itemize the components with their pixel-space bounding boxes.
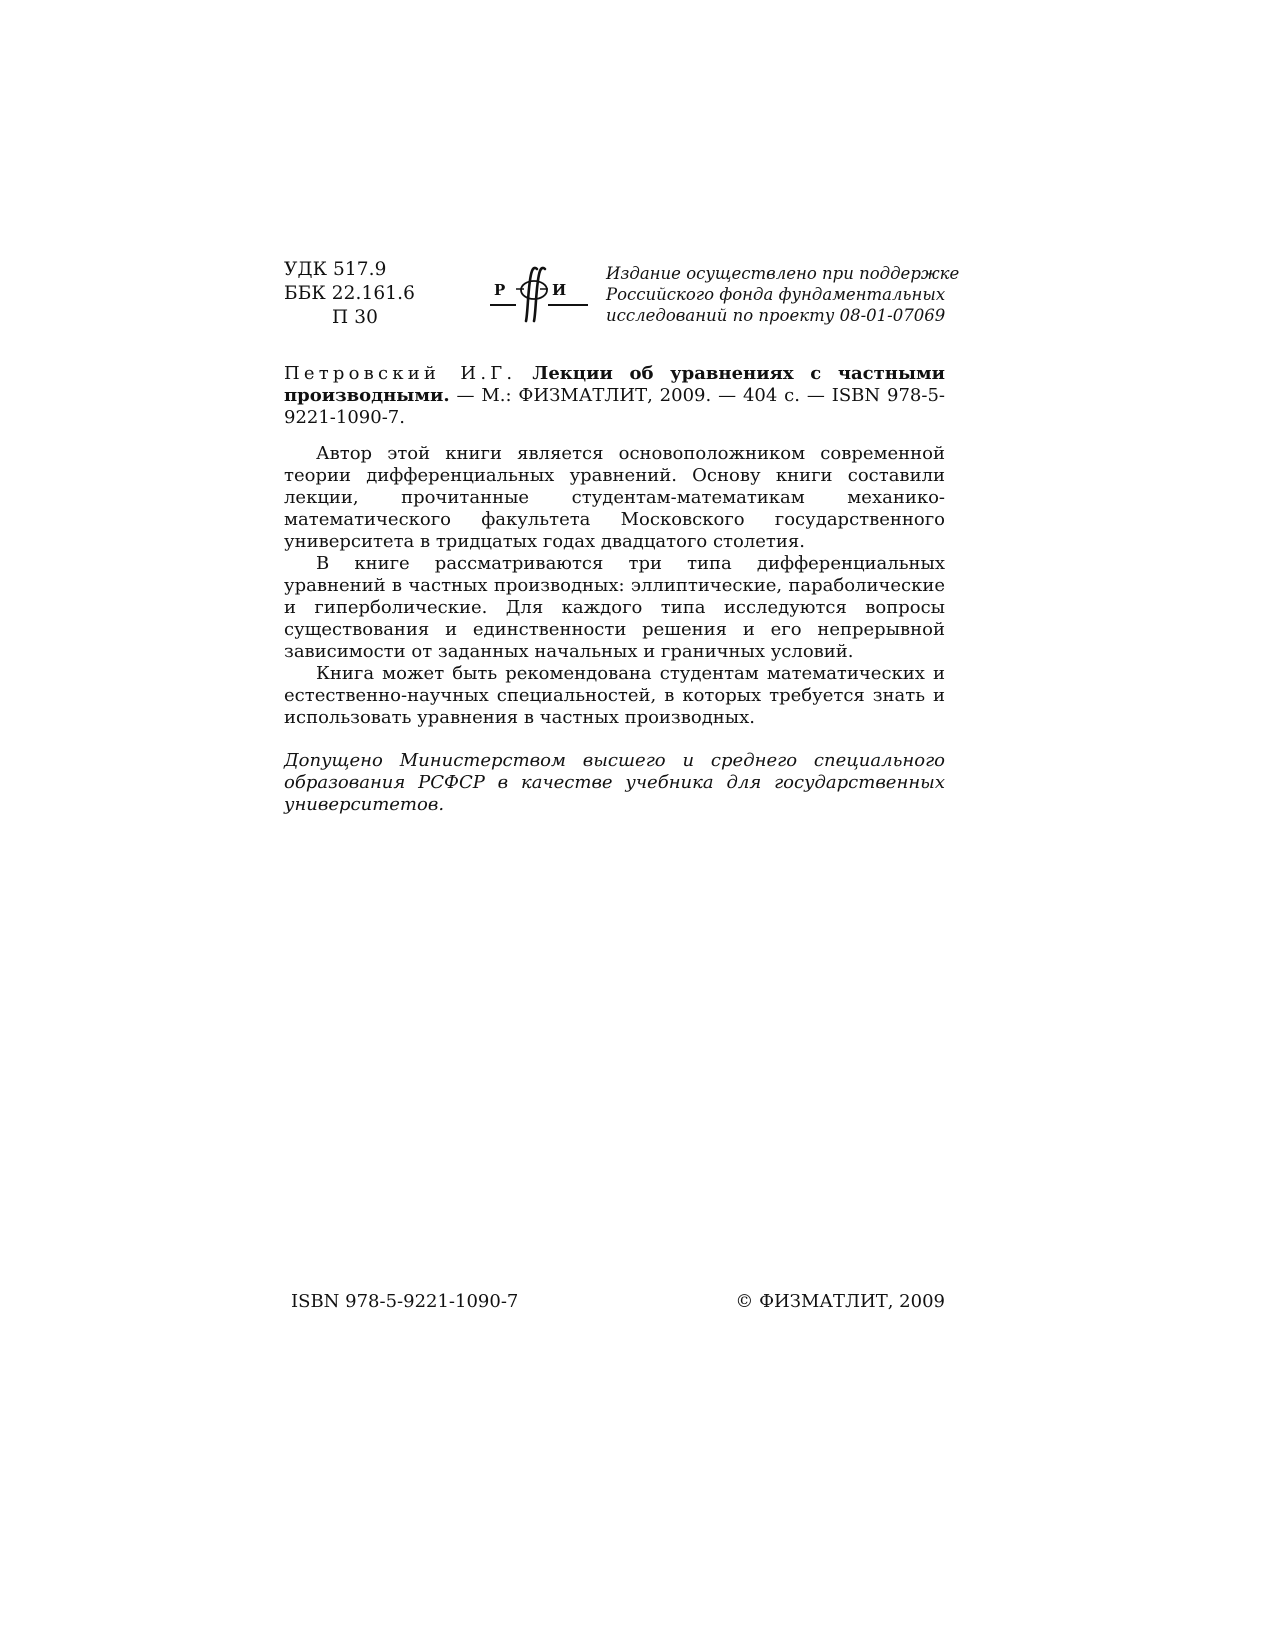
rffi-logo: [488, 263, 592, 329]
annotation-paragraph: Книга может быть рекомендована студентам математических и естественно-научных специальностей, в которых требуется знать и использовать уравнения в частных производных.: [284, 663, 945, 728]
grant-line: исследований по проекту 08-01-07069: [606, 306, 946, 325]
annotation: [284, 443, 945, 729]
grant-line: Издание осуществлено при поддержке: [606, 264, 960, 283]
grant-line: Российского фонда фундаментальных: [606, 285, 946, 304]
approval-note: Допущено Министерством высшего и среднего специального образования РСФСР в качестве учебника для государственных университетов.: [284, 750, 945, 815]
footer-copyright: © ФИЗМАТЛИТ, 2009: [735, 1291, 945, 1312]
udk-code: УДК 517.9: [284, 259, 387, 280]
logo-phi-mark: [521, 268, 547, 321]
author-mark: П 30: [332, 307, 378, 328]
annotation-paragraph: Автор этой книги является основоположником современной теории дифференциальных уравнений. Основу книги составили лекции, прочитанные студентам-математикам механико-математического факультета Московского государственного университета в тридцатых годах двадцатого столетия.: [284, 443, 945, 552]
book-title: Лекции об уравнениях с частными производными.: [284, 363, 945, 406]
logo-letter-right: И: [552, 281, 567, 299]
annotation-paragraph: В книге рассматриваются три типа дифференциальных уравнений в частных производных: эллиптические, параболические и гиперболические. Для каждого типа исследуются вопросы существования и единственности решения и его непрерывной зависимости от заданных начальных и граничных условий.: [284, 553, 945, 662]
logo-letter-center: Ф: [488, 263, 489, 264]
publication-info: — М.: ФИЗМАТЛИТ, 2009. — 404 с. — ISBN 978-5-9221-1090-7.: [284, 385, 945, 428]
author-name: Петровский И.Г.: [284, 363, 517, 384]
logo-letter-left: Р: [494, 281, 506, 299]
classification-codes: [284, 258, 415, 330]
footer-isbn: ISBN 978-5-9221-1090-7: [291, 1291, 519, 1312]
grant-note: [606, 263, 960, 326]
bibliographic-record: [284, 363, 945, 429]
bbk-code: ББК 22.161.6: [284, 283, 415, 304]
